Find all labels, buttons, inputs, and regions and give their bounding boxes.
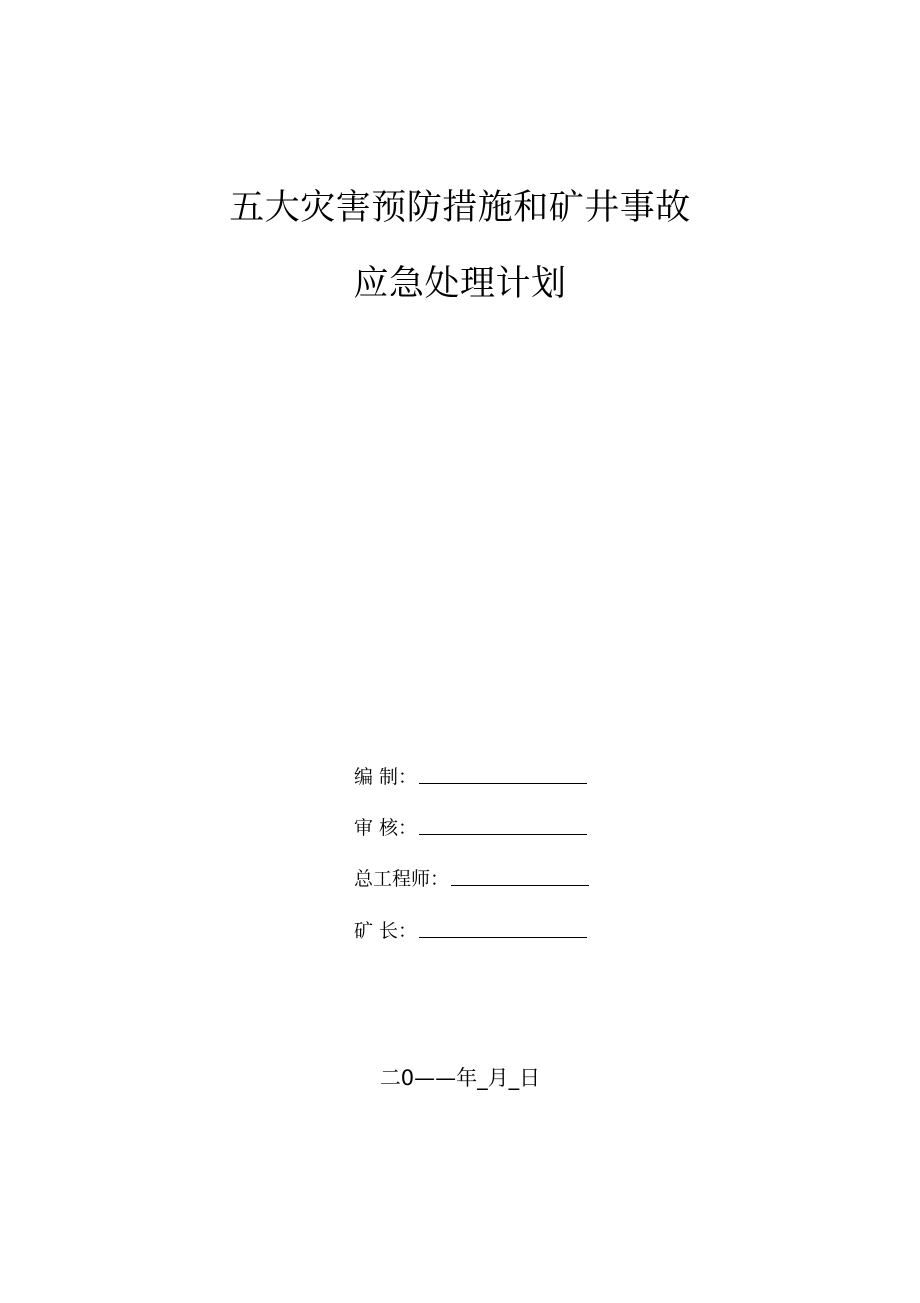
document-title-line-2: 应急处理计划 bbox=[353, 264, 567, 304]
signature-blank-reviewer bbox=[419, 833, 587, 835]
document-title-line-1: 五大灾害预防措施和矿井事故 bbox=[229, 188, 691, 228]
signature-label-compiler: 编 制： bbox=[354, 766, 418, 788]
signature-label-chief-engineer: 总工程师： bbox=[354, 868, 450, 890]
signature-blank-chief-engineer bbox=[451, 884, 589, 886]
signature-row-chief-engineer bbox=[354, 866, 589, 892]
signature-row-mine-director bbox=[354, 918, 587, 944]
document-date: 二0——年_月_日 bbox=[379, 1066, 541, 1090]
signature-label-mine-director: 矿 长： bbox=[354, 920, 418, 942]
signature-blank-mine-director bbox=[419, 936, 587, 938]
signature-row-reviewer bbox=[354, 815, 587, 841]
signature-row-compiler bbox=[354, 764, 587, 790]
signature-blank-compiler bbox=[419, 782, 587, 784]
signature-label-reviewer: 审 核： bbox=[354, 817, 418, 839]
